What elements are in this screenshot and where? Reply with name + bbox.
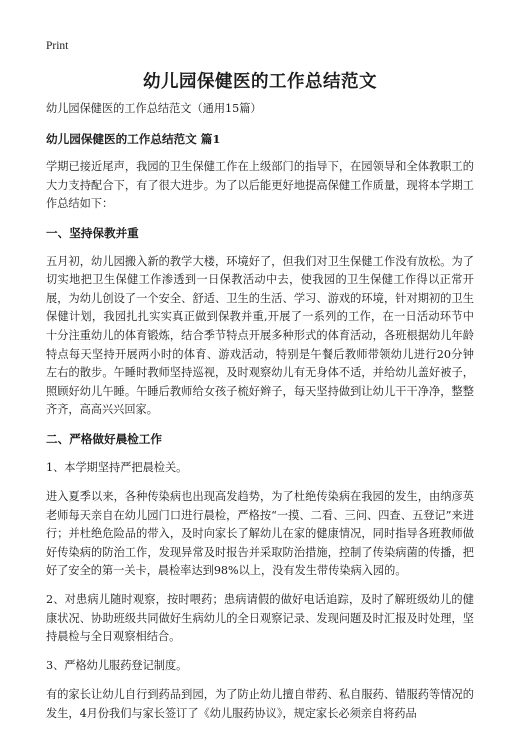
section-2-item-1-title: 1、本学期坚持严把晨检关。 xyxy=(46,460,188,474)
section-1-paragraph: 五月初，幼儿园搬入新的教学大楼，环境好了，但我们对卫生保健工作没有放松。为了切实地把卫生保健工作渗透到一日保教活动中去，使我园的卫生保健工作得以正常开展，为幼儿创设了一个安全、舒适、卫生的生活、学习、游戏的环境，针对期初的卫生保健计划，我园扎扎实实真正做到保教并重,开展了一系列的工作，在一日活动环节中十分注重幼儿的体育锻炼，结合季节特点开展多种形式的体育活动，各班根据幼儿年龄特点每天坚持开展两小时的体育、游戏活动，特别是午餐后教师带领幼儿进行20分钟左右的散步。午睡时教师坚持巡视，及时观察幼儿有无身体不适，并给幼儿盖好被子，照顾好幼儿午睡。午睡后教师给女孩子梳好辫子，每天坚持做到让幼儿干干净净，整整齐齐，高高兴兴回家。 xyxy=(46,254,474,417)
section-heading-2: 二、严格做好晨检工作 xyxy=(46,431,162,446)
part-heading: 幼儿园保健医的工作总结范文 篇1 xyxy=(46,131,221,146)
section-heading-1: 一、坚持保教并重 xyxy=(46,225,139,240)
section-2-item-2-paragraph: 2、对患病儿随时观察，按时喂药；患病请假的做好电话追踪，及时了解班级幼儿的健康状况、协助班级共同做好生病幼儿的全日观察记录、发现问题及时汇报及时处理，坚持晨检与全日观察相结合。 xyxy=(46,593,474,644)
section-2-item-3-title: 3、严格幼儿服药登记制度。 xyxy=(46,658,188,672)
print-label: Print xyxy=(46,40,69,52)
page-title: 幼儿园保健医的工作总结范文 xyxy=(143,72,377,92)
document-body xyxy=(46,100,474,734)
intro-paragraph: 学期已接近尾声，我园的卫生保健工作在上级部门的指导下，在园领导和全体教职工的大力支持配合下，有了很大进步。为了以后能更好地提高保健工作质量，现将本学期工作总结如下： xyxy=(46,160,474,211)
document-subtitle: 幼儿园保健医的工作总结范文（通用15篇） xyxy=(46,102,262,115)
section-2-item-1-paragraph: 进入夏季以来，各种传染病也出现高发趋势，为了杜绝传染病在我园的发生，由纳彦英老师每天亲自在幼儿园门口进行晨检，严格按“一摸、二看、三问、四查、五登记”来进行；并杜绝危险品的带入，及时向家长了解幼儿在家的健康情况，同时指导各班教师做好传染病的防治工作，发现异常及时报告并采取防治措施，控制了传染病菌的传播，把好了安全的第一关卡，晨检率达到98%以上，没有发生带传染病入园的。 xyxy=(46,490,474,578)
section-2-item-3-paragraph: 有的家长让幼儿自行到药品到园，为了防止幼儿擅自带药、私自服药、错服药等情况的发生，4月份我们与家长签订了《幼儿服药协议》，规定家长必须亲自将药品 xyxy=(46,688,474,721)
